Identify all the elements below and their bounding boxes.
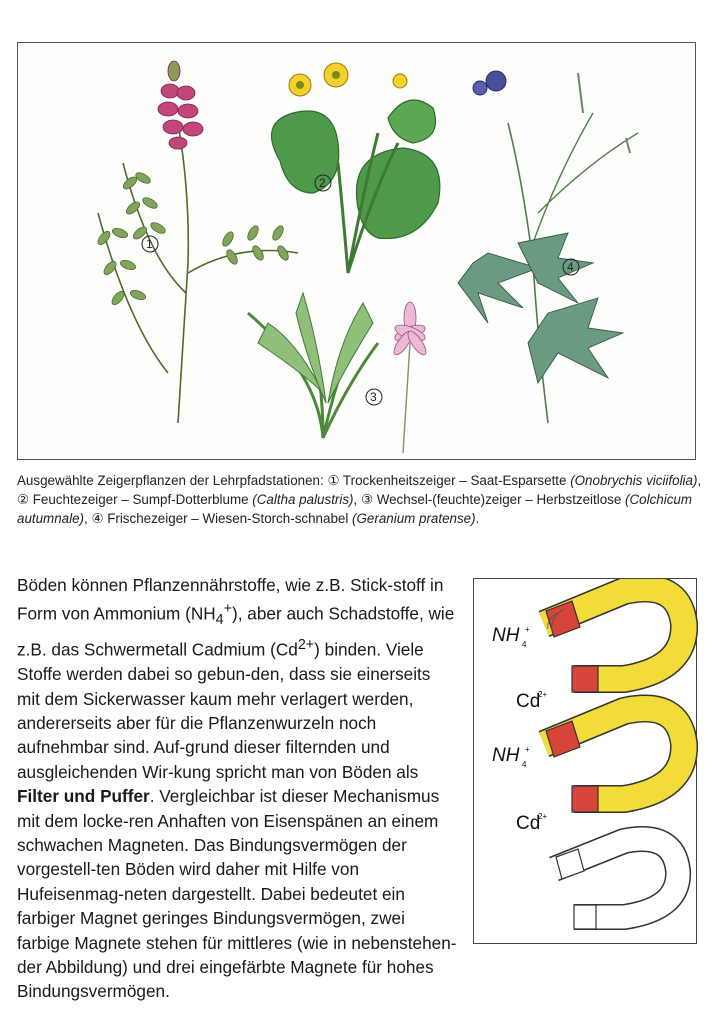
nh-label-2: NH — [492, 745, 520, 766]
nh-label-2-sup: + — [525, 745, 530, 754]
plant-2-caltha — [272, 63, 440, 273]
caption-marker-4: ④ — [91, 511, 104, 526]
caption-marker-2: ② — [17, 492, 30, 507]
plant-marker-1: 1 — [146, 237, 153, 251]
magnet-drawing — [474, 579, 698, 945]
magnet-2-colored — [544, 708, 684, 812]
caption-latin-2: (Caltha palustris) — [252, 492, 354, 507]
cd-label-1-sup: 2+ — [538, 690, 548, 699]
plant-drawing — [18, 43, 697, 461]
caption-marker-3: ③ — [360, 492, 373, 507]
body-text-a: Böden können Pflanzennährstoffe, wie z.B. Stick-stoff in Form von Ammonium (NH — [17, 575, 444, 625]
body-text-b: ), aber auch Schadstoffe, wie z.B. das Schwermetall Cadmium (Cd — [17, 604, 455, 660]
caption-latin-1: (Onobrychis viciifolia) — [570, 473, 698, 488]
magnet-1-colored — [544, 588, 684, 692]
plant-3-colchicum — [248, 293, 429, 453]
caption-text-1: Trockenheitszeiger – Saat-Esparsette — [339, 473, 571, 488]
cd-label-2: Cd — [516, 813, 541, 834]
plant-4-geranium — [458, 71, 638, 423]
nh-subscript: 4 — [215, 612, 224, 629]
nh-label-2-sub: 4 — [522, 760, 527, 769]
body-paragraph — [17, 573, 457, 1004]
body-text-c: ) binden. Viele Stoffe werden dabei so gebun-den, dass sie einerseits mit dem Sickerwasser kaum mehr verlagert werden, andererseits aber für die Pflanzenwurzeln noch aufnehmbar sind. Auf-grund dieser filternden und ausgleichenden Wir-kung spricht man von Böden als — [17, 639, 431, 782]
filter-puffer-term: Filter und Puffer — [17, 786, 150, 807]
nh-label-1-sup: + — [525, 625, 530, 634]
cd-superscript: 2+ — [297, 636, 315, 653]
caption-text-3: Wechsel-(feuchte)zeiger – Herbstzeitlose — [372, 492, 626, 507]
caption-text-4: Frischezeiger – Wiesen-Storch-schnabel — [103, 511, 353, 526]
magnet-illustration — [473, 578, 697, 944]
plant-marker-4: 4 — [567, 260, 574, 274]
caption-separator: , — [84, 511, 92, 526]
caption-marker-1: ① — [327, 473, 340, 488]
magnet-3-outline — [554, 839, 678, 929]
caption-intro: Ausgewählte Zeigerpflanzen der Lehrpfadstationen: — [17, 473, 328, 488]
plant-marker-2: 2 — [319, 176, 326, 190]
cd-label-1: Cd — [516, 691, 541, 712]
caption-separator: , — [697, 473, 702, 488]
plant-1-leaflets — [96, 171, 291, 307]
nh-label-1-sub: 4 — [522, 640, 527, 649]
nh-label-1: NH — [492, 625, 520, 646]
caption-text-2: Feuchtezeiger – Sumpf-Dotterblume — [29, 492, 253, 507]
cd-label-2-sup: 2+ — [538, 812, 548, 821]
plant-1-onobrychis — [98, 123, 298, 423]
caption-end: . — [475, 511, 480, 526]
caption-latin-4: (Geranium pratense) — [352, 511, 476, 526]
caption-latin-3: (Colchicum autumnale) — [17, 492, 693, 526]
nh-superscript: + — [223, 601, 232, 618]
plant-illustration — [17, 42, 696, 460]
plant-marker-3: 3 — [370, 390, 377, 404]
caption-separator: , — [353, 492, 361, 507]
body-text-d: . Vergleichbar ist dieser Mechanismus mit dem locke-ren Anhaften von Eisenspänen an einem schwachen Magneten. Das Bindungsvermögen der vorgestell-ten Böden wird daher mit Hilfe von Hufeisenmag-neten dargestellt. Dabei bedeutet ein farbiger Magnet geringes Bindungsvermögen, zwei farbige Magnete stehen für mittleres (wie in nebenstehen-der Abbildung) und drei eingefärbte Magnete für hohes Bindungsvermögen. — [17, 786, 457, 1002]
figure-caption — [17, 471, 707, 528]
